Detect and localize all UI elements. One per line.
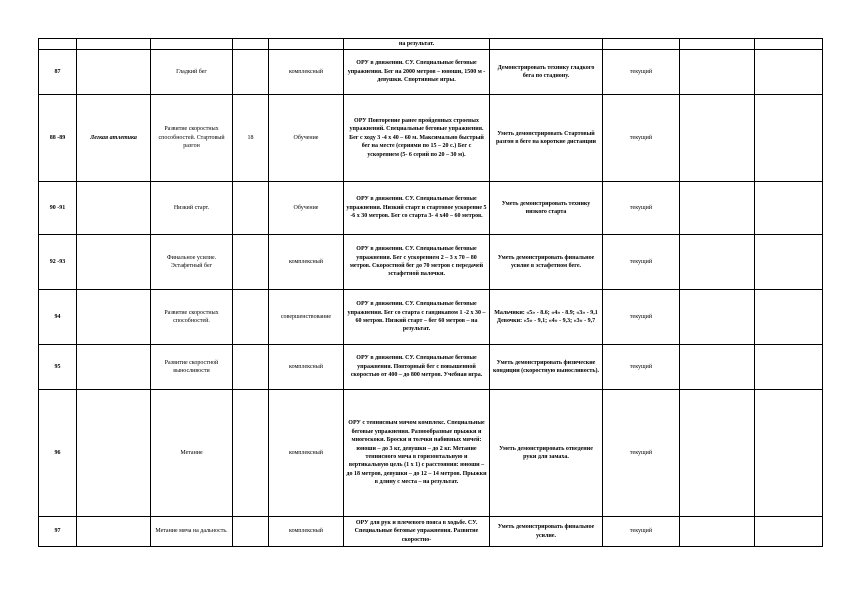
- table-body: [39, 39, 823, 547]
- cell-lesson-type: [269, 39, 344, 50]
- cell-num: 95: [39, 345, 77, 390]
- cell-num: 94: [39, 290, 77, 345]
- cell-date-fact: [755, 390, 823, 517]
- cell-section: [77, 182, 151, 235]
- cell-requirements: Уметь демонстрировать финальное усилие.: [490, 517, 603, 547]
- cell-content: ОРУ в движении. СУ. Специальные беговые упражнения. Бег со старта с гандикапом 1 -2 х 30 – 60 метров. Низкий старт – бег 60 метров – на результат.: [344, 290, 490, 345]
- cell-section: [77, 235, 151, 290]
- cell-content: на результат.: [344, 39, 490, 50]
- cell-requirements: Уметь демонстрировать физические кондиции (скоростную выносливость).: [490, 345, 603, 390]
- cell-requirements: Уметь демонстрировать финальное усилие в эстафетном беге.: [490, 235, 603, 290]
- cell-date-fact: [755, 182, 823, 235]
- cell-date-plan: [680, 390, 755, 517]
- cell-topic: Развитие скоростных способностей.: [151, 290, 233, 345]
- table-row: [39, 390, 823, 517]
- cell-requirements: Уметь демонстрировать Стартовый разгон в беге на короткие дистанции: [490, 95, 603, 182]
- cell-hours: [233, 345, 269, 390]
- cell-hours: [233, 290, 269, 345]
- cell-lesson-type: комплексный: [269, 517, 344, 547]
- cell-topic: Развитие скоростных способностей. Стартовый разгон: [151, 95, 233, 182]
- cell-num: 96: [39, 390, 77, 517]
- cell-section: Легкая атлетика: [77, 95, 151, 182]
- cell-requirements: Уметь демонстрировать технику низкого старта: [490, 182, 603, 235]
- cell-hours: [233, 50, 269, 95]
- cell-date-plan: [680, 182, 755, 235]
- cell-control: текущий: [603, 517, 680, 547]
- cell-date-plan: [680, 50, 755, 95]
- cell-section: [77, 390, 151, 517]
- cell-lesson-type: комплексный: [269, 235, 344, 290]
- cell-lesson-type: Обучение: [269, 182, 344, 235]
- lesson-plan-table: [38, 38, 823, 547]
- cell-control: [603, 39, 680, 50]
- cell-section: [77, 345, 151, 390]
- cell-date-plan: [680, 345, 755, 390]
- cell-lesson-type: совершенствование: [269, 290, 344, 345]
- cell-topic: Развитие скоростной выносливости: [151, 345, 233, 390]
- cell-date-fact: [755, 345, 823, 390]
- cell-date-plan: [680, 290, 755, 345]
- cell-content: ОРУ для рук и плечевого пояса в ходьбе. СУ. Специальные беговые упражнения. Развитие скоростно-: [344, 517, 490, 547]
- cell-date-plan: [680, 517, 755, 547]
- cell-topic: Метание: [151, 390, 233, 517]
- cell-content: ОРУ в движении. СУ. Специальные беговые упражнения. Бег на 2000 метров – юноши, 1500 м - девушки. Спортивные игры.: [344, 50, 490, 95]
- cell-control: текущий: [603, 50, 680, 95]
- cell-hours: [233, 39, 269, 50]
- cell-requirements: [490, 39, 603, 50]
- table-row: [39, 235, 823, 290]
- table-row: [39, 95, 823, 182]
- cell-hours: [233, 390, 269, 517]
- cell-section: [77, 517, 151, 547]
- cell-hours: [233, 517, 269, 547]
- cell-date-plan: [680, 95, 755, 182]
- cell-topic: Метание мяча на дальность.: [151, 517, 233, 547]
- cell-section: [77, 290, 151, 345]
- cell-date-fact: [755, 290, 823, 345]
- cell-date-fact: [755, 95, 823, 182]
- cell-section: [77, 39, 151, 50]
- cell-lesson-type: комплексный: [269, 50, 344, 95]
- cell-topic: Низкий старт.: [151, 182, 233, 235]
- table-row: [39, 345, 823, 390]
- cell-topic: [151, 39, 233, 50]
- cell-content: ОРУ в движении. СУ. Специальные беговые упражнения. Повторный бег с повышенной скоростью от 400 – до 800 метров. Учебная игра.: [344, 345, 490, 390]
- cell-date-plan: [680, 39, 755, 50]
- cell-lesson-type: Обучение: [269, 95, 344, 182]
- cell-hours: 18: [233, 95, 269, 182]
- cell-topic: Финальное усилие. Эстафетный бег: [151, 235, 233, 290]
- cell-num: 90 -91: [39, 182, 77, 235]
- cell-lesson-type: комплексный: [269, 345, 344, 390]
- cell-requirements: Уметь демонстрировать отведение руки для замаха.: [490, 390, 603, 517]
- cell-hours: [233, 235, 269, 290]
- cell-content: ОРУ Повторение ранее пройденных строевых упражнений. Специальные беговые упражнения. Бег с ходу 3 -4 х 40 – 60 м. Максимально быстрый бег на месте (сериями по 15 – 20 с.) Бег с ускорением (5- 6 серий по 20 – 30 м).: [344, 95, 490, 182]
- cell-date-fact: [755, 39, 823, 50]
- cell-content: ОРУ с теннисным мячом комплекс. Специальные беговые упражнения. Разнообразные прыжки и многоскоки. Броски и толчки набивных мячей: юноши – до 3 кг, девушки – до 2 кг. Метание теннисного мяча в горизонтальную и вертикальную цель (1 х 1) с расстояния: юноши – до 18 метров, девушки – до 12 – 14 метров. Прыжки в длину с места – на результат.: [344, 390, 490, 517]
- cell-requirements: Демонстрировать технику гладкого бега по стадиону.: [490, 50, 603, 95]
- cell-hours: [233, 182, 269, 235]
- cell-control: текущий: [603, 345, 680, 390]
- cell-control: текущий: [603, 290, 680, 345]
- cell-content: ОРУ в движении. СУ. Специальные беговые упражнения. Низкий старт и стартовое ускорение 5 -6 х 30 метров. Бег со старта 3- 4 х40 – 60 метров.: [344, 182, 490, 235]
- table-row: [39, 182, 823, 235]
- cell-topic: Гладкий бег: [151, 50, 233, 95]
- cell-num: 88 -89: [39, 95, 77, 182]
- cell-date-fact: [755, 235, 823, 290]
- cell-num: 87: [39, 50, 77, 95]
- cell-lesson-type: комплексный: [269, 390, 344, 517]
- table-row: [39, 50, 823, 95]
- cell-control: текущий: [603, 390, 680, 517]
- cell-control: текущий: [603, 182, 680, 235]
- cell-date-fact: [755, 517, 823, 547]
- cell-num: 92 -93: [39, 235, 77, 290]
- cell-num: 97: [39, 517, 77, 547]
- cell-date-plan: [680, 235, 755, 290]
- cell-control: текущий: [603, 95, 680, 182]
- table-row: [39, 290, 823, 345]
- cell-control: текущий: [603, 235, 680, 290]
- table-row: [39, 39, 823, 50]
- cell-content: ОРУ в движении. СУ. Специальные беговые упражнения. Бег с ускорением 2 – 3 х 70 – 80 метров. Скоростной бег до 70 метров с передачей эстафетной палочки.: [344, 235, 490, 290]
- cell-section: [77, 50, 151, 95]
- cell-num: [39, 39, 77, 50]
- cell-requirements: Мальчики: «5» - 8.6; «4» - 8.9; «3» - 9,1 Девочки: «5» - 9,1; «4» - 9,3; «3» - 9,7: [490, 290, 603, 345]
- cell-date-fact: [755, 50, 823, 95]
- table-row: [39, 517, 823, 547]
